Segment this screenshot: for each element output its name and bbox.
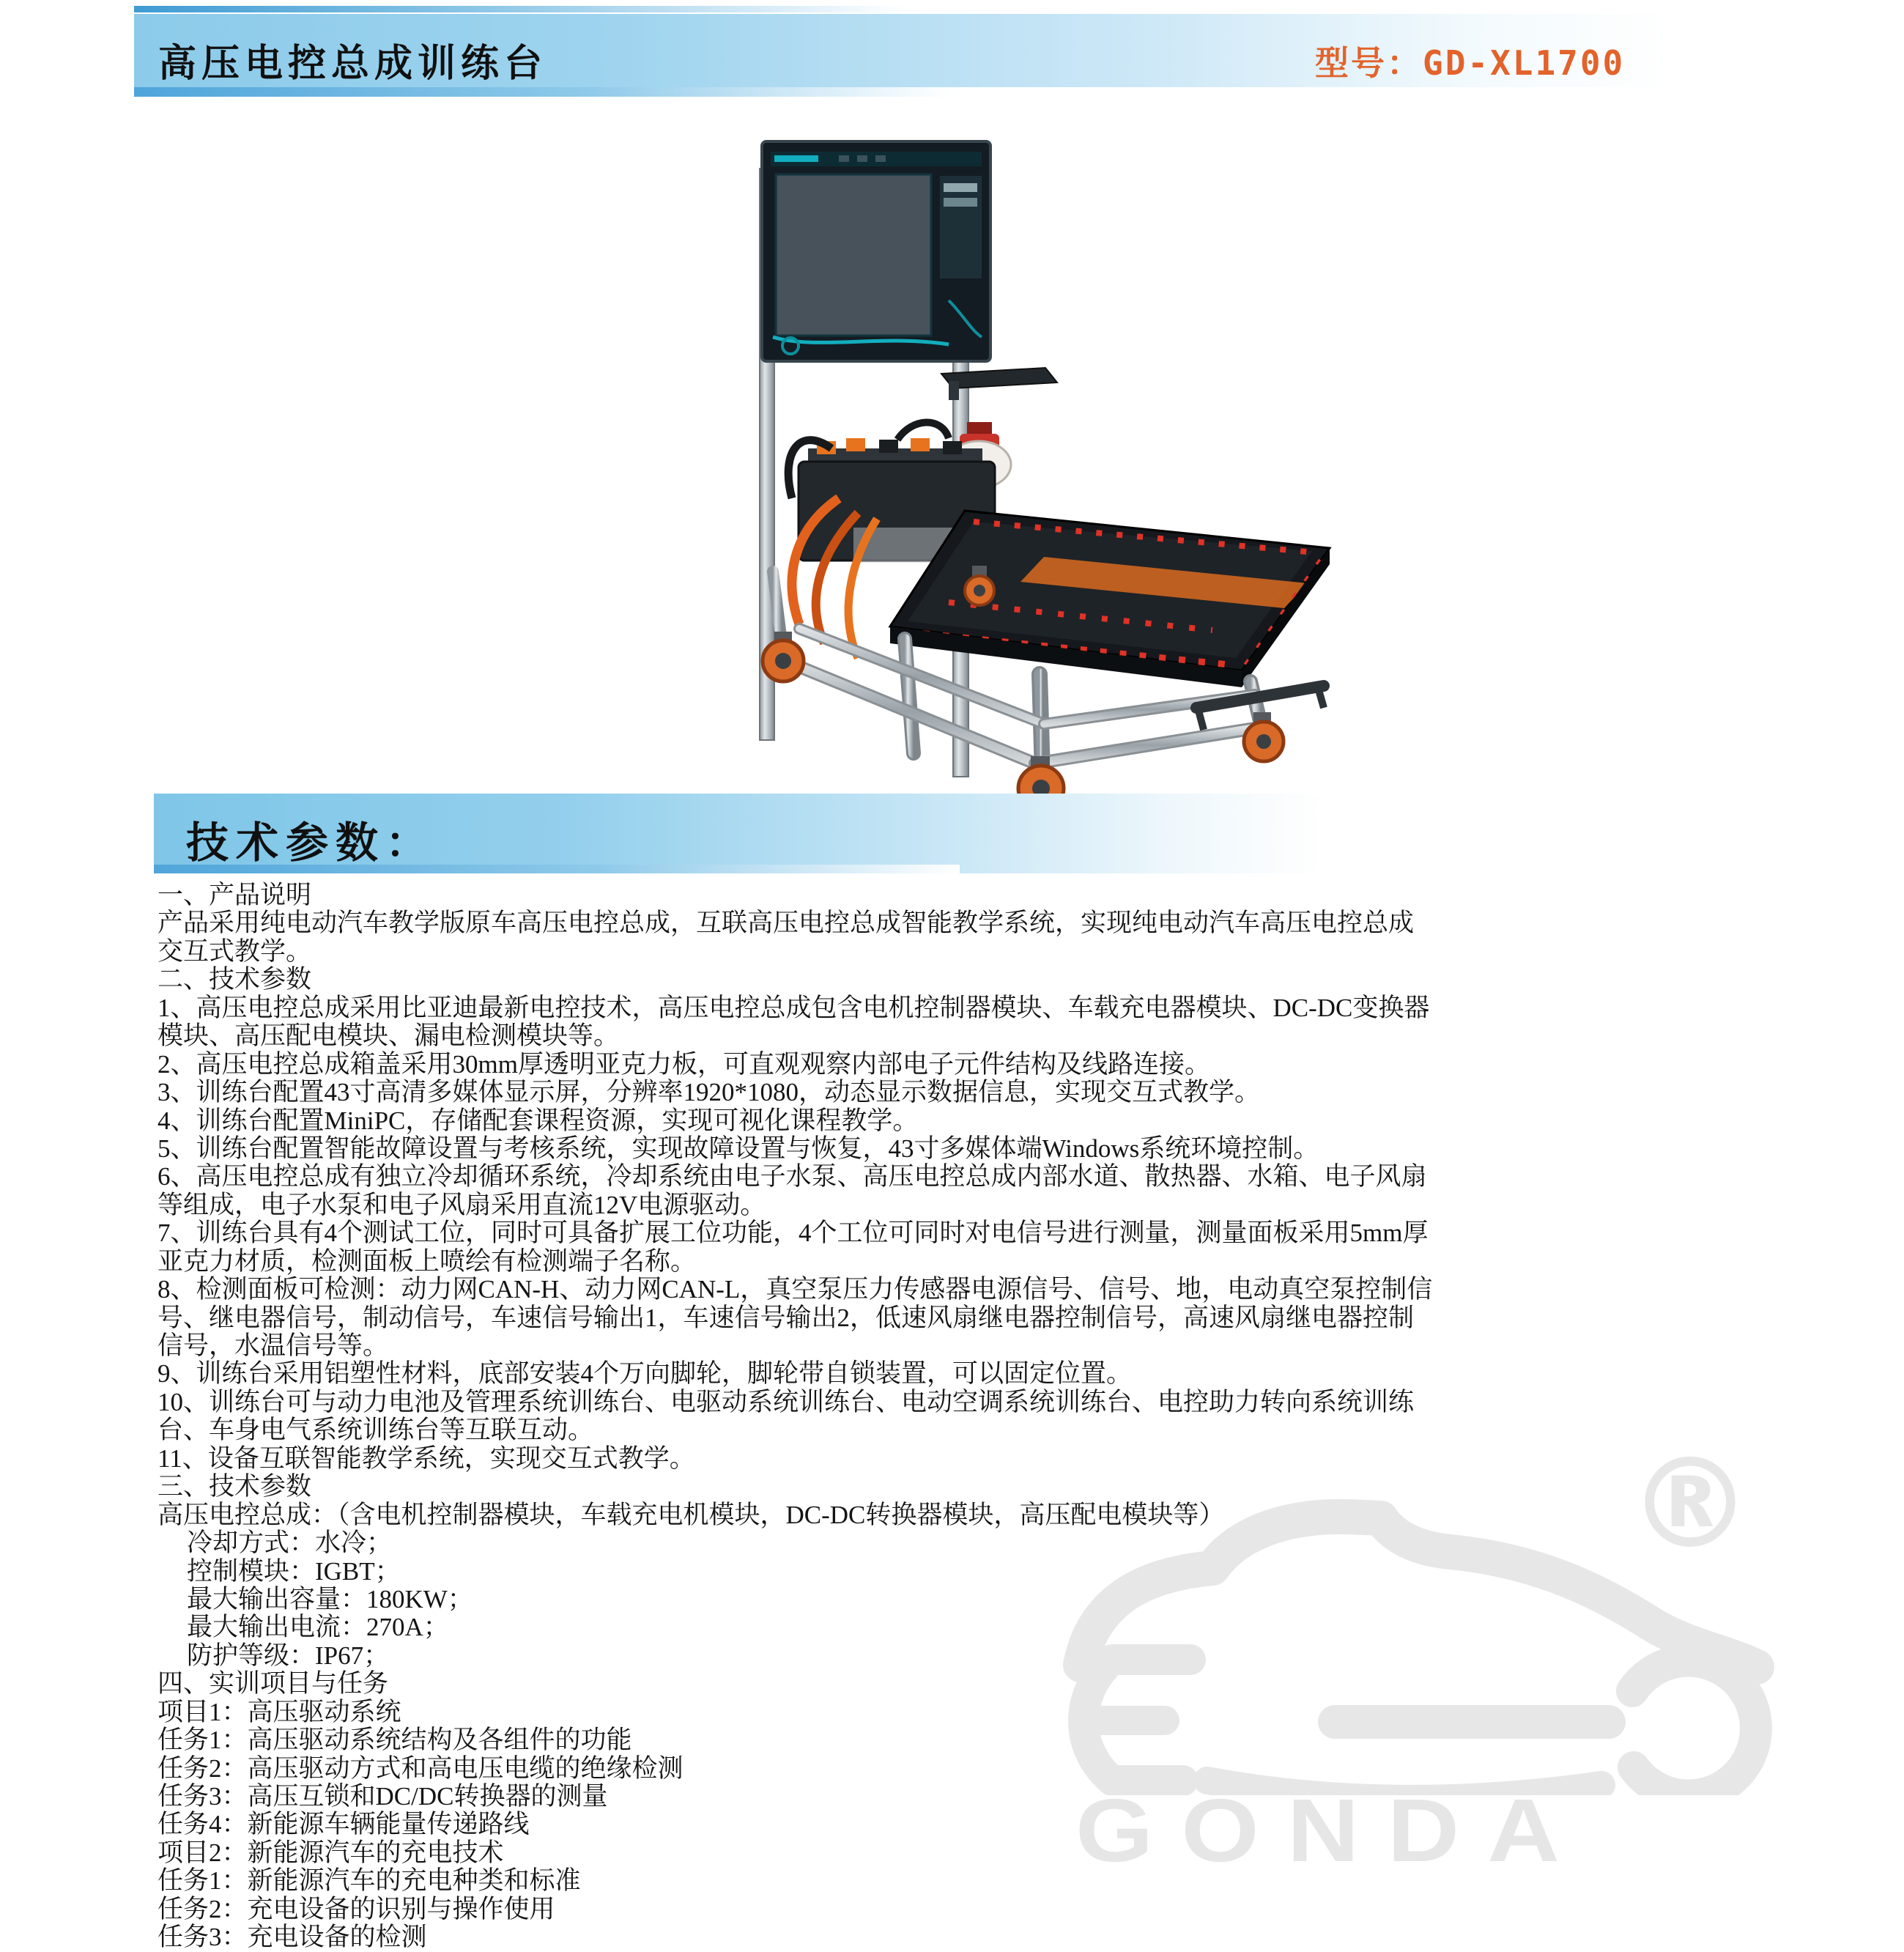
spec-line: 任务2：充电设备的识别与操作使用 xyxy=(158,1894,555,1923)
section-title: 技术参数： xyxy=(186,819,436,867)
spec-line: 亚克力材质，检测面板上喷绘有检测端子名称。 xyxy=(158,1246,697,1276)
spec-line: 产品采用纯电动汽车教学版原车高压电控总成，互联高压电控总成智能教学系统，实现纯电动汽车高压电控总成 xyxy=(158,909,1415,938)
spec-line: 任务4：新能源车辆能量传递路线 xyxy=(158,1810,530,1839)
spec-line: 5、训练台配置智能故障设置与考核系统，实现故障设置与恢复，43寸多媒体端Windows系统环境控制。 xyxy=(158,1134,1319,1163)
spec-line: 防护等级：IP67； xyxy=(187,1641,390,1670)
spec-line: 项目1：高压驱动系统 xyxy=(158,1697,401,1726)
spec-line: 4、训练台配置MiniPC，存储配套课程资源，实现可视化课程教学。 xyxy=(158,1106,919,1135)
spec-line: 任务1：新能源汽车的充电种类和标准 xyxy=(158,1866,581,1896)
spec-line: 1、高压电控总成采用比亚迪最新电控技术，高压电控总成包含电机控制器模块、车载充电器模块、DC-DC变换器 xyxy=(158,993,1430,1022)
spec-line: 交互式教学。 xyxy=(158,936,312,966)
spec-line: 冷却方式：水冷； xyxy=(187,1528,393,1558)
spec-line: 3、训练台配置43寸高清多媒体显示屏，分辨率1920*1080，动态显示数据信息，实现交互式教学。 xyxy=(158,1078,1261,1107)
spec-line: 11、设备互联智能教学系统，实现交互式教学。 xyxy=(158,1443,695,1473)
spec-line: 2、高压电控总成箱盖采用30mm厚透明亚克力板，可直观观察内部电子元件结构及线路连接。 xyxy=(158,1049,1210,1079)
page-title: 高压电控总成训练台 xyxy=(158,42,548,85)
spec-line: 高压电控总成：（含电机控制器模块，车载充电机模块，DC-DC转换器模块，高压配电模块等） xyxy=(158,1500,1225,1529)
spec-line: 三、技术参数 xyxy=(158,1472,312,1501)
spec-line: 8、检测面板可检测：动力网CAN-H、动力网CAN-L，真空泵压力传感器电源信号、信号、地，电动真空泵控制信 xyxy=(158,1275,1433,1304)
keyboard-tray xyxy=(941,368,1057,400)
spec-line: 信号，水温信号等。 xyxy=(158,1331,389,1360)
spec-line: 一、产品说明 xyxy=(158,881,312,909)
spec-line: 号、继电器信号，制动信号，车速信号输出1，车速信号输出2，低速风扇继电器控制信号，高速风扇继电器控制 xyxy=(158,1303,1415,1332)
model-number: 型号：GD-XL1700 xyxy=(1315,43,1626,83)
spec-line: 控制模块：IGBT； xyxy=(187,1556,401,1586)
product-photo xyxy=(729,117,1337,813)
spec-line: 10、训练台可与动力电池及管理系统训练台、电驱动系统训练台、电动空调系统训练台、电控助力转向系统训练 xyxy=(158,1387,1415,1416)
spec-line: 任务2：高压驱动方式和高电压电缆的绝缘检测 xyxy=(158,1753,684,1783)
spec-line: 等组成，电子水泵和电子风扇采用直流12V电源驱动。 xyxy=(158,1190,766,1219)
header-top-accent-strip xyxy=(134,6,905,12)
spec-text xyxy=(158,881,1894,1952)
display-screen xyxy=(762,141,990,361)
spec-line: 任务1：高压驱动系统结构及各组件的功能 xyxy=(158,1726,632,1755)
spec-line: 7、训练台具有4个测试工位，同时可具备扩展工位功能，4个工位可同时对电信号进行测量，测量面板采用5mm厚 xyxy=(158,1219,1429,1248)
spec-line: 项目2：新能源汽车的充电技术 xyxy=(158,1838,504,1867)
spec-line: 模块、高压配电模块、漏电检测模块等。 xyxy=(158,1021,620,1051)
spec-line: 最大输出电流：270A； xyxy=(187,1613,449,1642)
spec-line: 最大输出容量：180KW； xyxy=(187,1584,473,1613)
spec-line: 9、训练台采用铝塑性材料，底部安装4个万向脚轮，脚轮带自锁装置，可以固定位置。 xyxy=(158,1359,1133,1389)
spec-line: 任务3：充电设备的检测 xyxy=(158,1923,427,1952)
header-bottom-accent-strip xyxy=(134,87,955,97)
spec-line: 任务3：高压互锁和DC/DC转换器的测量 xyxy=(158,1782,608,1811)
spec-line: 二、技术参数 xyxy=(158,965,312,994)
brand-wordmark: GONDA xyxy=(1075,1781,1588,1880)
spec-line: 四、实训项目与任务 xyxy=(158,1669,389,1698)
spec-line: 台、车身电气系统训练台等互联互动。 xyxy=(158,1416,594,1445)
registered-trademark-symbol: ® xyxy=(1628,1432,1752,1577)
spec-line: 6、高压电控总成有独立冷却循环系统，冷却系统由电子水泵、高压电控总成内部水道、散热器、水箱、电子风扇 xyxy=(158,1162,1427,1191)
